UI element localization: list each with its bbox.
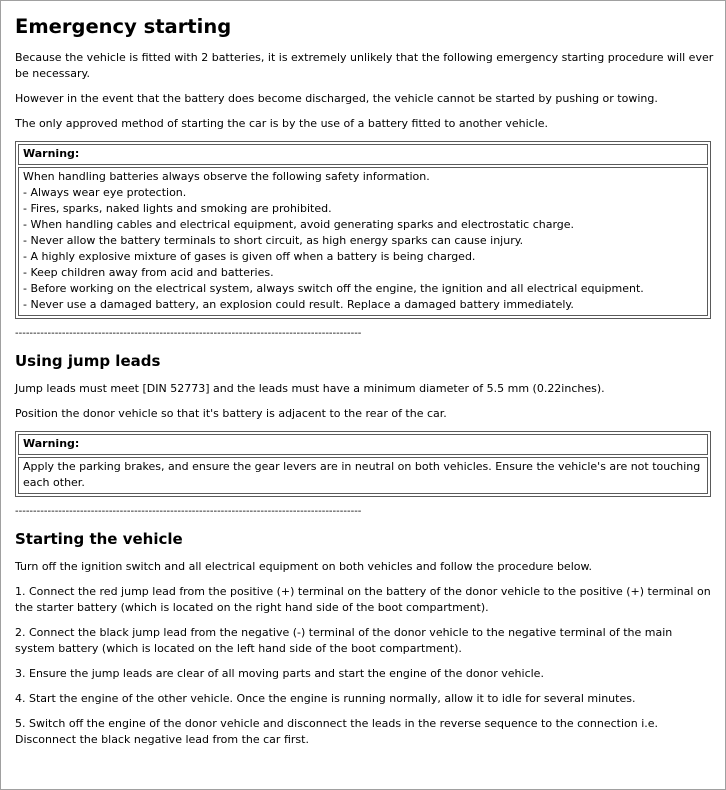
warning-heading: Warning:: [18, 144, 708, 165]
warning-line: - Always wear eye protection.: [23, 186, 187, 199]
section-title-using-jump-leads: Using jump leads: [15, 352, 161, 370]
section-title-emergency-starting: Emergency starting: [15, 15, 232, 38]
warning-line: - Never allow the battery terminals to short circuit, as high energy sparks can cause injury.: [23, 234, 524, 247]
separator-line: ------------------------------------------------------------------------------------------------: [15, 506, 362, 517]
procedure-step: 3. Ensure the jump leads are clear of all moving parts and start the engine of the donor vehicle.: [15, 667, 544, 680]
separator-line: ------------------------------------------------------------------------------------------------: [15, 328, 362, 339]
warning-box-safety: [15, 141, 711, 319]
warning-box-parking: [15, 431, 711, 497]
warning-line: - Never use a damaged battery, an explosion could result. Replace a damaged battery immediately.: [23, 298, 574, 311]
warning-line: - Fires, sparks, naked lights and smoking are prohibited.: [23, 202, 332, 215]
paragraph: Turn off the ignition switch and all electrical equipment on both vehicles and follow the procedure below.: [15, 560, 592, 573]
procedure-step: 1. Connect the red jump lead from the positive (+) terminal on the battery of the donor vehicle to the positive (+) terminal on the starter battery (which is located on the right hand side of the boot compartment).: [15, 585, 711, 614]
procedure-step: 2. Connect the black jump lead from the negative (-) terminal of the donor vehicle to the negative terminal of the main system battery (which is located on the left hand side of the boot compartment).: [15, 626, 673, 655]
procedure-step: 5. Switch off the engine of the donor vehicle and disconnect the leads in the reverse sequence to the connection i.e. Disconnect the black negative lead from the car first.: [15, 717, 659, 746]
warning-body: Apply the parking brakes, and ensure the gear levers are in neutral on both vehicles. Ensure the vehicle's are not touching each other.: [18, 457, 708, 494]
paragraph: Position the donor vehicle so that it's battery is adjacent to the rear of the car.: [15, 407, 447, 420]
section-title-starting-the-vehicle: Starting the vehicle: [15, 530, 183, 548]
paragraph: However in the event that the battery does become discharged, the vehicle cannot be started by pushing or towing.: [15, 92, 658, 105]
document-content: [15, 15, 715, 757]
paragraph: Jump leads must meet [DIN 52773] and the leads must have a minimum diameter of 5.5 mm (0.22inches).: [15, 382, 605, 395]
warning-line: - When handling cables and electrical equipment, avoid generating sparks and electrostatic charge.: [23, 218, 575, 231]
warning-heading: Warning:: [18, 434, 708, 455]
warning-line: - Keep children away from acid and batteries.: [23, 266, 274, 279]
warning-line: When handling batteries always observe the following safety information.: [23, 170, 430, 183]
warning-body: [18, 167, 708, 316]
paragraph: The only approved method of starting the car is by the use of a battery fitted to another vehicle.: [15, 117, 549, 130]
paragraph: Because the vehicle is fitted with 2 batteries, it is extremely unlikely that the following emergency starting procedure will ever be necessary.: [15, 51, 714, 80]
warning-line: - Before working on the electrical system, always switch off the engine, the ignition and all electrical equipment.: [23, 282, 644, 295]
procedure-step: 4. Start the engine of the other vehicle. Once the engine is running normally, allow it to idle for several minutes.: [15, 692, 636, 705]
warning-line: - A highly explosive mixture of gases is given off when a battery is being charged.: [23, 250, 476, 263]
